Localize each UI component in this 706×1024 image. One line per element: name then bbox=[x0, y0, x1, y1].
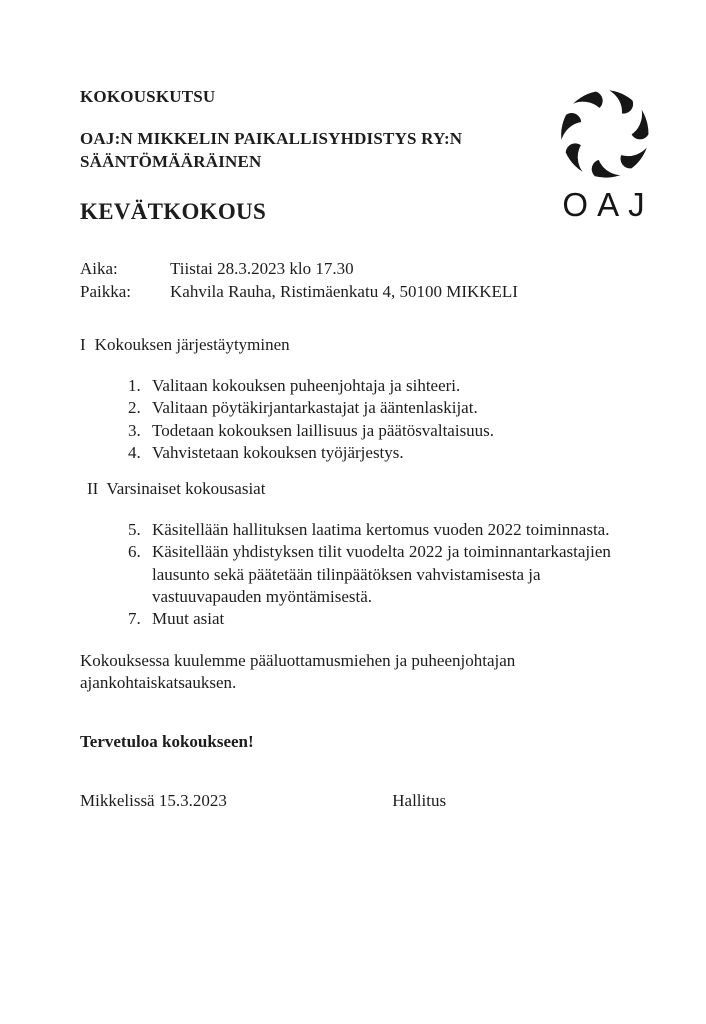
agenda-list-2 bbox=[128, 519, 640, 630]
agenda-item-number: 3. bbox=[128, 420, 141, 440]
agenda-item bbox=[128, 608, 640, 630]
place-value: Kahvila Rauha, Ristimäenkatu 4, 50100 MIKKELI bbox=[170, 282, 518, 301]
meta-row-time bbox=[80, 257, 640, 280]
page-title: KEVÄTKOKOUS bbox=[80, 199, 267, 224]
signature: Hallitus bbox=[392, 790, 447, 810]
organization-title bbox=[80, 127, 640, 173]
section-title-1: Kokouksen järjestäytyminen bbox=[94, 335, 290, 354]
agenda-item bbox=[128, 541, 640, 608]
document-content bbox=[80, 87, 640, 812]
agenda-item-number: 7. bbox=[128, 609, 141, 629]
agenda-item-text: Muut asiat bbox=[152, 609, 225, 629]
section-heading-2 bbox=[80, 478, 640, 500]
section-title-2: Varsinaiset kokousasiat bbox=[106, 479, 266, 499]
welcome-line: Tervetuloa kokoukseen! bbox=[80, 731, 254, 751]
agenda-item-text: Käsitellään yhdistyksen tilit vuodelta 2022 ja toiminnantarkastajien lausunto sekä päätetään tilinpäätöksen vahvistamisesta ja vastuuvapauden myöntämisestä. bbox=[152, 542, 611, 607]
agenda-item-number: 6. bbox=[128, 542, 141, 562]
agenda-list-1 bbox=[128, 375, 640, 464]
agenda-item bbox=[128, 397, 640, 419]
meeting-meta bbox=[80, 257, 640, 303]
agenda-item-text: Valitaan pöytäkirjantarkastajat ja ääntenlaskijat. bbox=[152, 398, 478, 418]
place-label: Paikka: bbox=[80, 282, 131, 301]
agenda-item-text: Käsitellään hallituksen laatima kertomus vuoden 2022 toiminnasta. bbox=[152, 520, 610, 540]
agenda-item-text: Todetaan kokouksen laillisuus ja päätösvaltaisuus. bbox=[152, 420, 495, 440]
agenda-item-number: 2. bbox=[128, 398, 141, 418]
section-number-2: II bbox=[87, 479, 99, 499]
agenda-item bbox=[128, 420, 640, 442]
section-number-1: I bbox=[80, 335, 86, 354]
oaj-logo-text: OAJ bbox=[562, 186, 654, 223]
place-date: Mikkelissä 15.3.2023 bbox=[80, 790, 227, 810]
organization-title-line1: OAJ:N MIKKELIN PAIKALLISYHDISTYS RY:N bbox=[80, 129, 463, 148]
agenda-item-text: Vahvistetaan kokouksen työjärjestys. bbox=[152, 442, 404, 462]
agenda-item bbox=[128, 519, 640, 541]
document-type-heading: KOKOUSKUTSU bbox=[80, 87, 216, 106]
organization-title-line2: SÄÄNTÖMÄÄRÄINEN bbox=[80, 152, 262, 171]
signature-row bbox=[80, 790, 640, 812]
agenda-item bbox=[128, 442, 640, 464]
agenda-item bbox=[128, 375, 640, 397]
meta-row-place bbox=[80, 280, 640, 303]
agenda-item-text: Valitaan kokouksen puheenjohtaja ja sihteeri. bbox=[152, 376, 461, 395]
closing-paragraph: Kokouksessa kuulemme pääluottamusmiehen ja puheenjohtajan ajankohtaiskatsauksen. bbox=[80, 650, 516, 693]
agenda-item-number: 4. bbox=[128, 442, 141, 462]
agenda-item-number: 1. bbox=[128, 376, 141, 395]
time-value: Tiistai 28.3.2023 klo 17.30 bbox=[170, 259, 354, 278]
agenda-item-number: 5. bbox=[128, 520, 141, 540]
time-label: Aika: bbox=[80, 259, 118, 278]
section-heading-1 bbox=[80, 334, 640, 356]
